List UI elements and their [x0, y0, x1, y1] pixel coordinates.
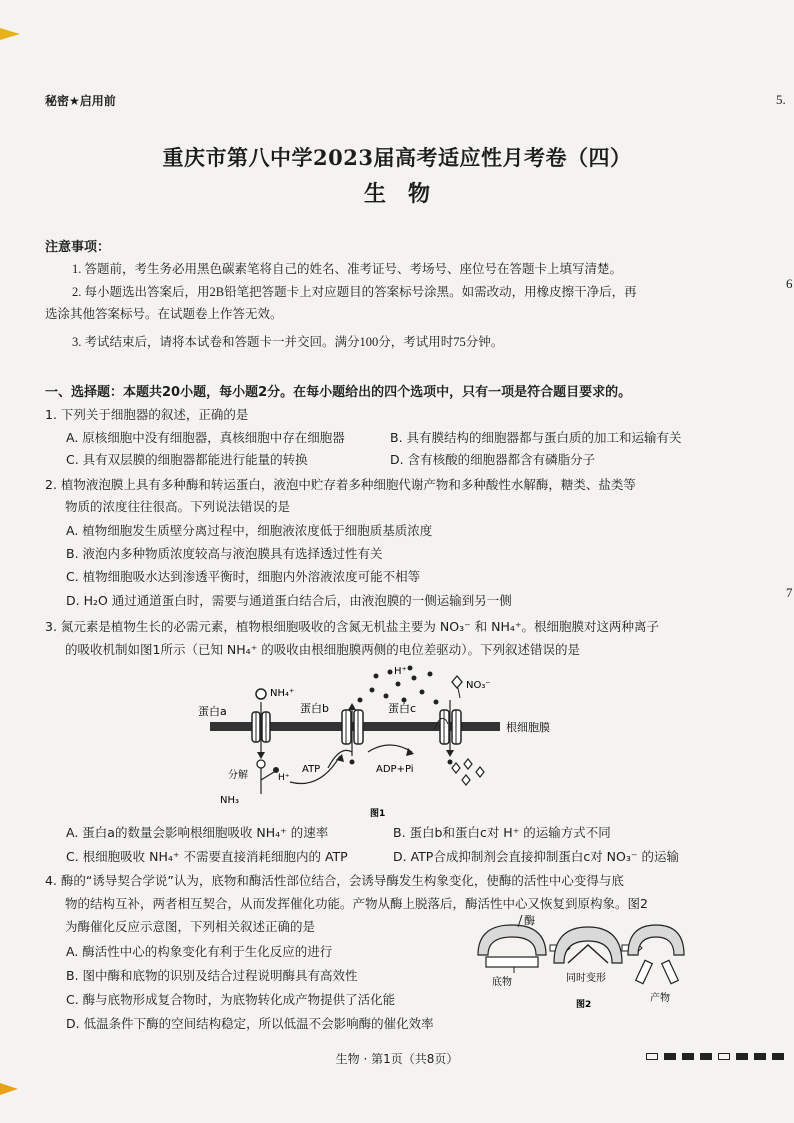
- deform-label: 同时变形: [566, 973, 606, 984]
- footer-square-fill: [700, 1053, 712, 1060]
- enzyme-shape-1: [478, 925, 546, 955]
- product-label: 产物: [650, 993, 670, 1004]
- q3-option-d: D. ATP合成抑制剂会直接抑制蛋白c对 NO₃⁻ 的运输: [393, 849, 679, 864]
- footer-square-outline: [718, 1053, 730, 1060]
- nh4-ion-marker: [256, 689, 266, 699]
- nh3-label: NH₃: [220, 795, 240, 806]
- notice-heading: 注意事项：: [45, 240, 111, 255]
- notice-item-2-cont: 选涂其他答案标号。在试题卷上作答无效。: [45, 307, 283, 321]
- q4-option-d: D. 低温条件下酶的空间结构稳定，所以低温不会影响酶的催化效率: [66, 1016, 434, 1031]
- q1-stem: 1. 下列关于细胞器的叙述，正确的是: [45, 407, 249, 422]
- q4-option-b: B. 图中酶和底物的识别及结合过程说明酶具有高效性: [66, 968, 358, 983]
- q1-option-b: B. 具有膜结构的细胞器都与蛋白质的加工和运输有关: [390, 430, 682, 445]
- q4-stem-line2: 物的结构互补，两者相互契合，从而发挥催化功能。产物从酶上脱落后，酶活性中心又恢复到原构象。图2: [65, 896, 648, 911]
- q3-stem-line1: 3. 氮元素是植物生长的必需元素，植物根细胞吸收的含氮无机盐主要为 NO₃⁻ 和 NH₄⁺。根细胞膜对这两种离子: [45, 619, 659, 634]
- footer-square-fill: [664, 1053, 676, 1060]
- figure-1-diagram: [190, 660, 610, 820]
- protein-c-label: 蛋白c: [388, 702, 417, 715]
- q2-option-b: B. 液泡内多种物质浓度较高与液泡膜具有选择透过性有关: [66, 546, 383, 561]
- q3-stem-line2: 的吸收机制如图1所示（已知 NH₄⁺ 的吸收由根细胞膜两侧的电位差驱动）。下列叙述错误的是: [65, 642, 581, 657]
- q3-option-c: C. 根细胞吸收 NH₄⁺ 不需要直接消耗细胞内的 ATP: [66, 849, 348, 864]
- q2-option-a: A. 植物细胞发生质壁分离过程中，细胞液浓度低于细胞质基质浓度: [66, 523, 433, 538]
- h-plus-bottom-label: H⁺: [278, 773, 290, 783]
- q2-stem-line1: 2. 植物液泡膜上具有多种酶和转运蛋白，液泡中贮存着多种细胞代谢产物和多种酸性水解酶，糖类、盐类等: [45, 477, 636, 492]
- footer-square-outline: [646, 1053, 658, 1060]
- notice-item-2: 2. 每小题选出答案后，用2B铅笔把答题卡上对应题目的答案标号涂黑。如需改动，用橡皮擦干净后，再: [72, 285, 637, 299]
- no3-ion-outside: [452, 676, 462, 688]
- product-piece-1: [636, 960, 653, 983]
- figure-2-caption: 图2: [576, 1000, 592, 1010]
- side-number-5: 5.: [776, 92, 786, 107]
- nh4-label: NH₄⁺: [270, 688, 295, 699]
- substrate-deformed: [568, 945, 608, 963]
- footer-square-fill: [682, 1053, 694, 1060]
- footer-square-fill: [754, 1053, 766, 1060]
- no3-label: NO₃⁻: [466, 680, 491, 691]
- protein-b-label: 蛋白b: [300, 702, 329, 715]
- adp-label: ADP+Pi: [376, 764, 414, 775]
- notice-item-1: 1. 答题前，考生务必用黑色碳素笔将自己的姓名、准考证号、考场号、座位号在答题卡上填写清楚。: [72, 262, 623, 276]
- q4-option-a: A. 酶活性中心的构象变化有利于生化反应的进行: [66, 944, 333, 959]
- q4-stem-line3: 为酶催化反应示意图，下列相关叙述正确的是: [65, 919, 316, 934]
- corner-mark-top: [0, 28, 20, 40]
- enzyme-label: 酶: [524, 915, 535, 927]
- footer-square-fill: [736, 1053, 748, 1060]
- q1-option-d: D. 含有核酸的细胞器都含有磷脂分子: [390, 452, 596, 467]
- confidential-label: 秘密★启用前: [45, 94, 116, 108]
- q1-option-c: C. 具有双层膜的细胞器都能进行能量的转换: [66, 452, 308, 467]
- substrate-block: [486, 957, 538, 967]
- h-plus-top-label: H⁺: [394, 666, 407, 677]
- q2-option-d: D. H₂O 通过通道蛋白时，需要与通道蛋白结合后，由液泡膜的一侧运输到另一侧: [66, 593, 512, 608]
- side-number-7: 7: [786, 585, 793, 600]
- q3-option-a: A. 蛋白a的数量会影响根细胞吸收 NH₄⁺ 的速率: [66, 825, 329, 840]
- subject-title: 生物: [363, 181, 452, 207]
- membrane-label: 根细胞膜: [506, 721, 550, 734]
- q2-stem-line2: 物质的浓度往往很高。下列说法错误的是: [65, 499, 291, 514]
- corner-mark-bottom: [0, 1083, 18, 1095]
- substrate-label: 底物: [492, 977, 512, 988]
- page-footer: 生物 · 第1页（共8页）: [335, 1052, 459, 1066]
- q4-option-c: C. 酶与底物形成复合物时，为底物转化成产物提供了活化能: [66, 992, 396, 1007]
- atp-label: ATP: [302, 764, 321, 775]
- figure-2-diagram: [470, 915, 690, 1010]
- section-heading: 一、选择题：本题共20小题，每小题2分。在每小题给出的四个选项中，只有一项是符合题目要求的。: [45, 385, 632, 400]
- decompose-label: 分解: [228, 770, 248, 781]
- nh4-ion-inside: [257, 760, 265, 768]
- q2-option-c: C. 植物细胞吸水达到渗透平衡时，细胞内外溶液浓度可能不相等: [66, 569, 421, 584]
- product-piece-2: [662, 960, 679, 983]
- protein-a-label: 蛋白a: [198, 705, 227, 718]
- side-number-6: 6: [786, 276, 793, 291]
- no3-ions-inside: [452, 759, 484, 785]
- q3-option-b: B. 蛋白b和蛋白c对 H⁺ 的运输方式不同: [393, 825, 611, 840]
- footer-square-fill: [772, 1053, 784, 1060]
- figure-1-caption: 图1: [370, 809, 386, 819]
- q1-option-a: A. 原核细胞中没有细胞器，真核细胞中存在细胞器: [66, 430, 345, 445]
- enzyme-shape-3: [628, 925, 684, 955]
- page-title: 重庆市第八中学2023届高考适应性月考卷（四）: [162, 145, 632, 170]
- notice-item-3: 3. 考试结束后，请将本试卷和答题卡一并交回。满分100分，考试用时75分钟。: [72, 335, 504, 349]
- q4-stem-line1: 4. 酶的“诱导契合学说”认为，底物和酶活性部位结合，会诱导酶发生构象变化，使酶的活性中心变得与底: [45, 873, 624, 888]
